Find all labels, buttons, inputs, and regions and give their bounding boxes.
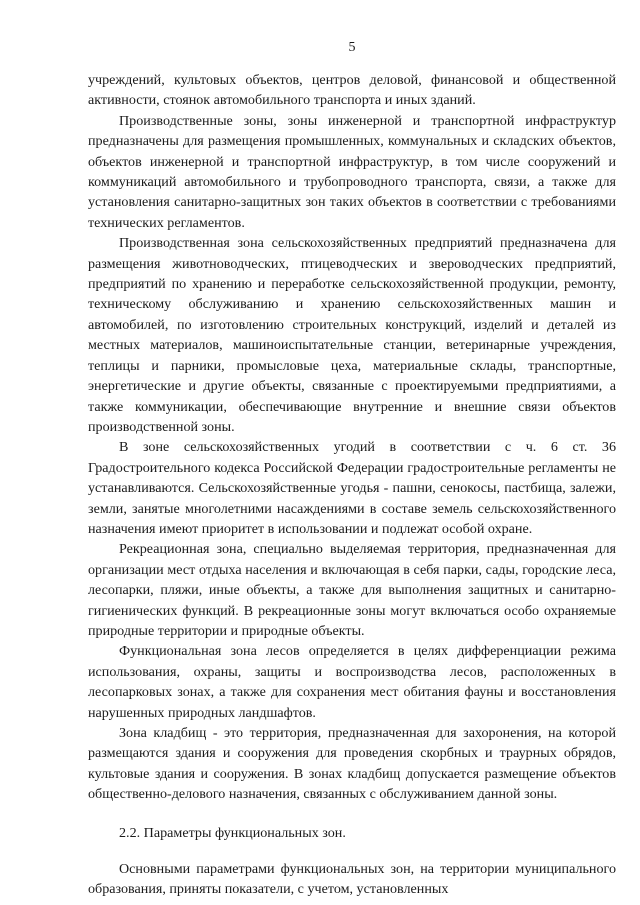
paragraph-recreational-zone: Рекреационная зона, специально выделяемая территория, предназначенная для организации мест отдыха населения и включающая в себя парки, сады, городские леса, лесопарки, пляжи, иные объекты, а также для выполнения защитных и санитарно-гигиенических функций. В рекреационные зоны могут включаться особо охраняемые природные территории и природные объекты.: [88, 541, 616, 639]
paragraph-continuation: учреждений, культовых объектов, центров деловой, финансовой и общественной активности, стоянок автомобильного транспорта и иных зданий.: [88, 72, 616, 109]
paragraph-forest-zone: Функциональная зона лесов определяется в целях дифференциации режима использования, охраны, защиты и воспроизводства лесов, расположенных в лесопарковых зонах, а также для сохранения мест обитания фауны и восстановления нарушенных природных ландшафтов.: [88, 643, 616, 721]
page-number: 5: [348, 40, 356, 55]
section-heading: 2.2. Параметры функциональных зон.: [119, 824, 346, 841]
paragraph-agricultural-production-zone: Производственная зона сельскохозяйственных предприятий предназначена для размещения животноводческих, птицеводческих и звероводческих предприятий, предприятий по хранению и переработке сельскохозяйственной продукции, ремонту, техническому обслуживанию и хранению сельскохозяйственных машин и автомобилей, по изготовлению строительных конструкций, изделий и деталей из местных материалов, машиноиспытательные станции, ветеринарные учреждения, теплицы и парники, промысловые цеха, материальные склады, транспортные, энергетические и другие объекты, связанные с проектируемыми предприятиями, а также коммуникации, обеспечивающие внутренние и внешние связи объектов производственной зоны.: [88, 235, 616, 435]
paragraph-agricultural-land-zone: В зоне сельскохозяйственных угодий в соответствии с ч. 6 ст. 36 Градостроительного кодекса Российской Федерации градостроительные регламенты не устанавливаются. Сельскохозяйственные угодья - пашни, сенокосы, пастбища, залежи, земли, занятые многолетними насаждениями в составе земель сельскохозяйственного назначения имеют приоритет в использовании и подлежат особой охране.: [88, 439, 616, 537]
paragraph-production-zones: Производственные зоны, зоны инженерной и транспортной инфраструктур предназначены для размещения промышленных, коммунальных и складских объектов, объектов инженерной и транспортной инфраструктур, в том числе сооружений и коммуникаций автомобильного и трубопроводного транспорта, связи, а также для установления санитарно-защитных зон таких объектов в соответствии с требованиями технических регламентов.: [88, 112, 616, 231]
paragraph-cemetery-zone: Зона кладбищ - это территория, предназначенная для захоронения, на которой размещаются здания и сооружения для проведения скорбных и траурных обрядов, культовые здания и сооружения. В зонах кладбищ допускается размещение объектов общественно-делового назначения, связанных с обслуживанием данной зоны.: [88, 725, 616, 803]
document-page: [88, 38, 616, 900]
paragraph-zone-parameters: Основными параметрами функциональных зон, на территории муниципального образования, приняты показатели, с учетом, установленных: [88, 861, 616, 898]
